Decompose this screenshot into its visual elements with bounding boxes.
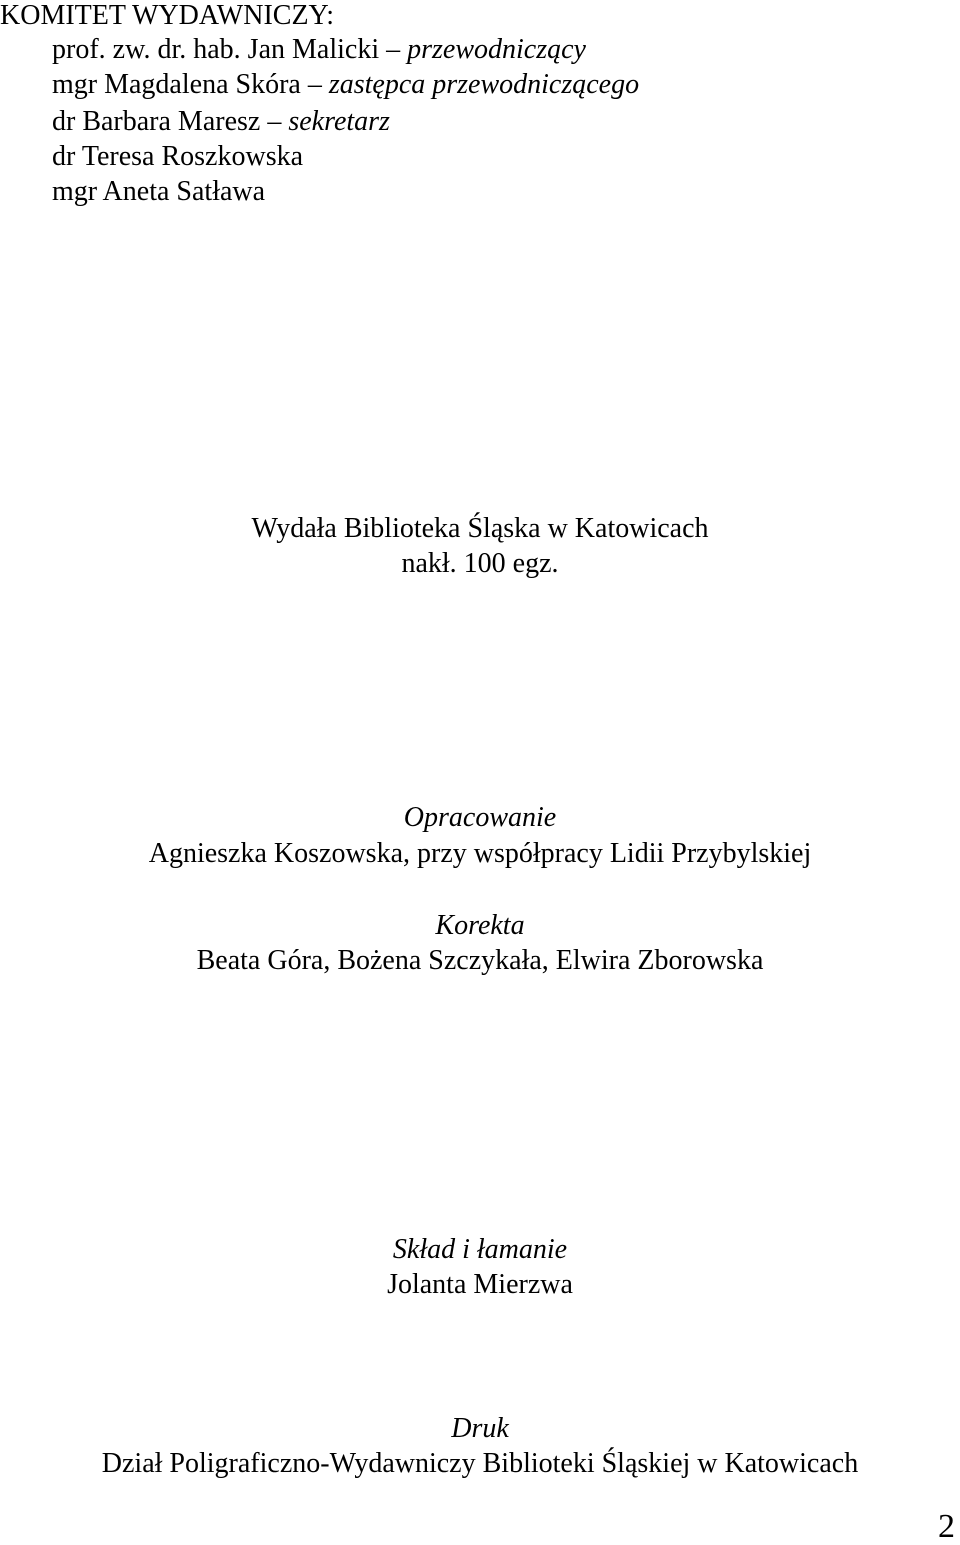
committee-member — [52, 143, 303, 171]
committee-member-deputy — [52, 71, 639, 99]
printing-label: Druk — [451, 1413, 509, 1444]
printing-names: Dział Poligraficzno-Wydawniczy Biblioteki Śląskiej w Katowicach — [101, 1448, 859, 1479]
typesetting-label: Skład i łamanie — [392, 1234, 568, 1265]
proofreading-names: Beata Góra, Bożena Szczykała, Elwira Zborowska — [196, 945, 764, 976]
proofreading-label: Korekta — [435, 910, 525, 941]
member-name: dr Teresa Roszkowska — [52, 141, 304, 172]
print-run: nakł. 100 egz. — [401, 548, 559, 579]
publisher-line: Wydała Biblioteka Śląska w Katowicach — [251, 513, 709, 544]
member-name: mgr Magdalena Skóra – — [52, 69, 329, 100]
member-role: przewodniczący — [407, 34, 586, 65]
member-role: zastępca przewodniczącego — [328, 69, 640, 100]
member-name: prof. zw. dr. hab. Jan Malicki – — [52, 34, 408, 65]
committee-member — [52, 178, 265, 206]
page-number: 2 — [938, 1508, 955, 1545]
member-role: sekretarz — [288, 106, 390, 137]
typesetting-names: Jolanta Mierzwa — [387, 1269, 573, 1300]
member-name: dr Barbara Maresz – — [52, 106, 289, 137]
committee-member-chair — [52, 36, 586, 64]
committee-member-secretary — [52, 108, 390, 136]
compilation-label: Opracowanie — [403, 802, 557, 833]
compilation-names: Agnieszka Koszowska, przy współpracy Lidii Przybylskiej — [148, 838, 812, 869]
member-name: mgr Aneta Satława — [52, 176, 266, 207]
committee-heading: KOMITET WYDAWNICZY: — [0, 0, 334, 31]
